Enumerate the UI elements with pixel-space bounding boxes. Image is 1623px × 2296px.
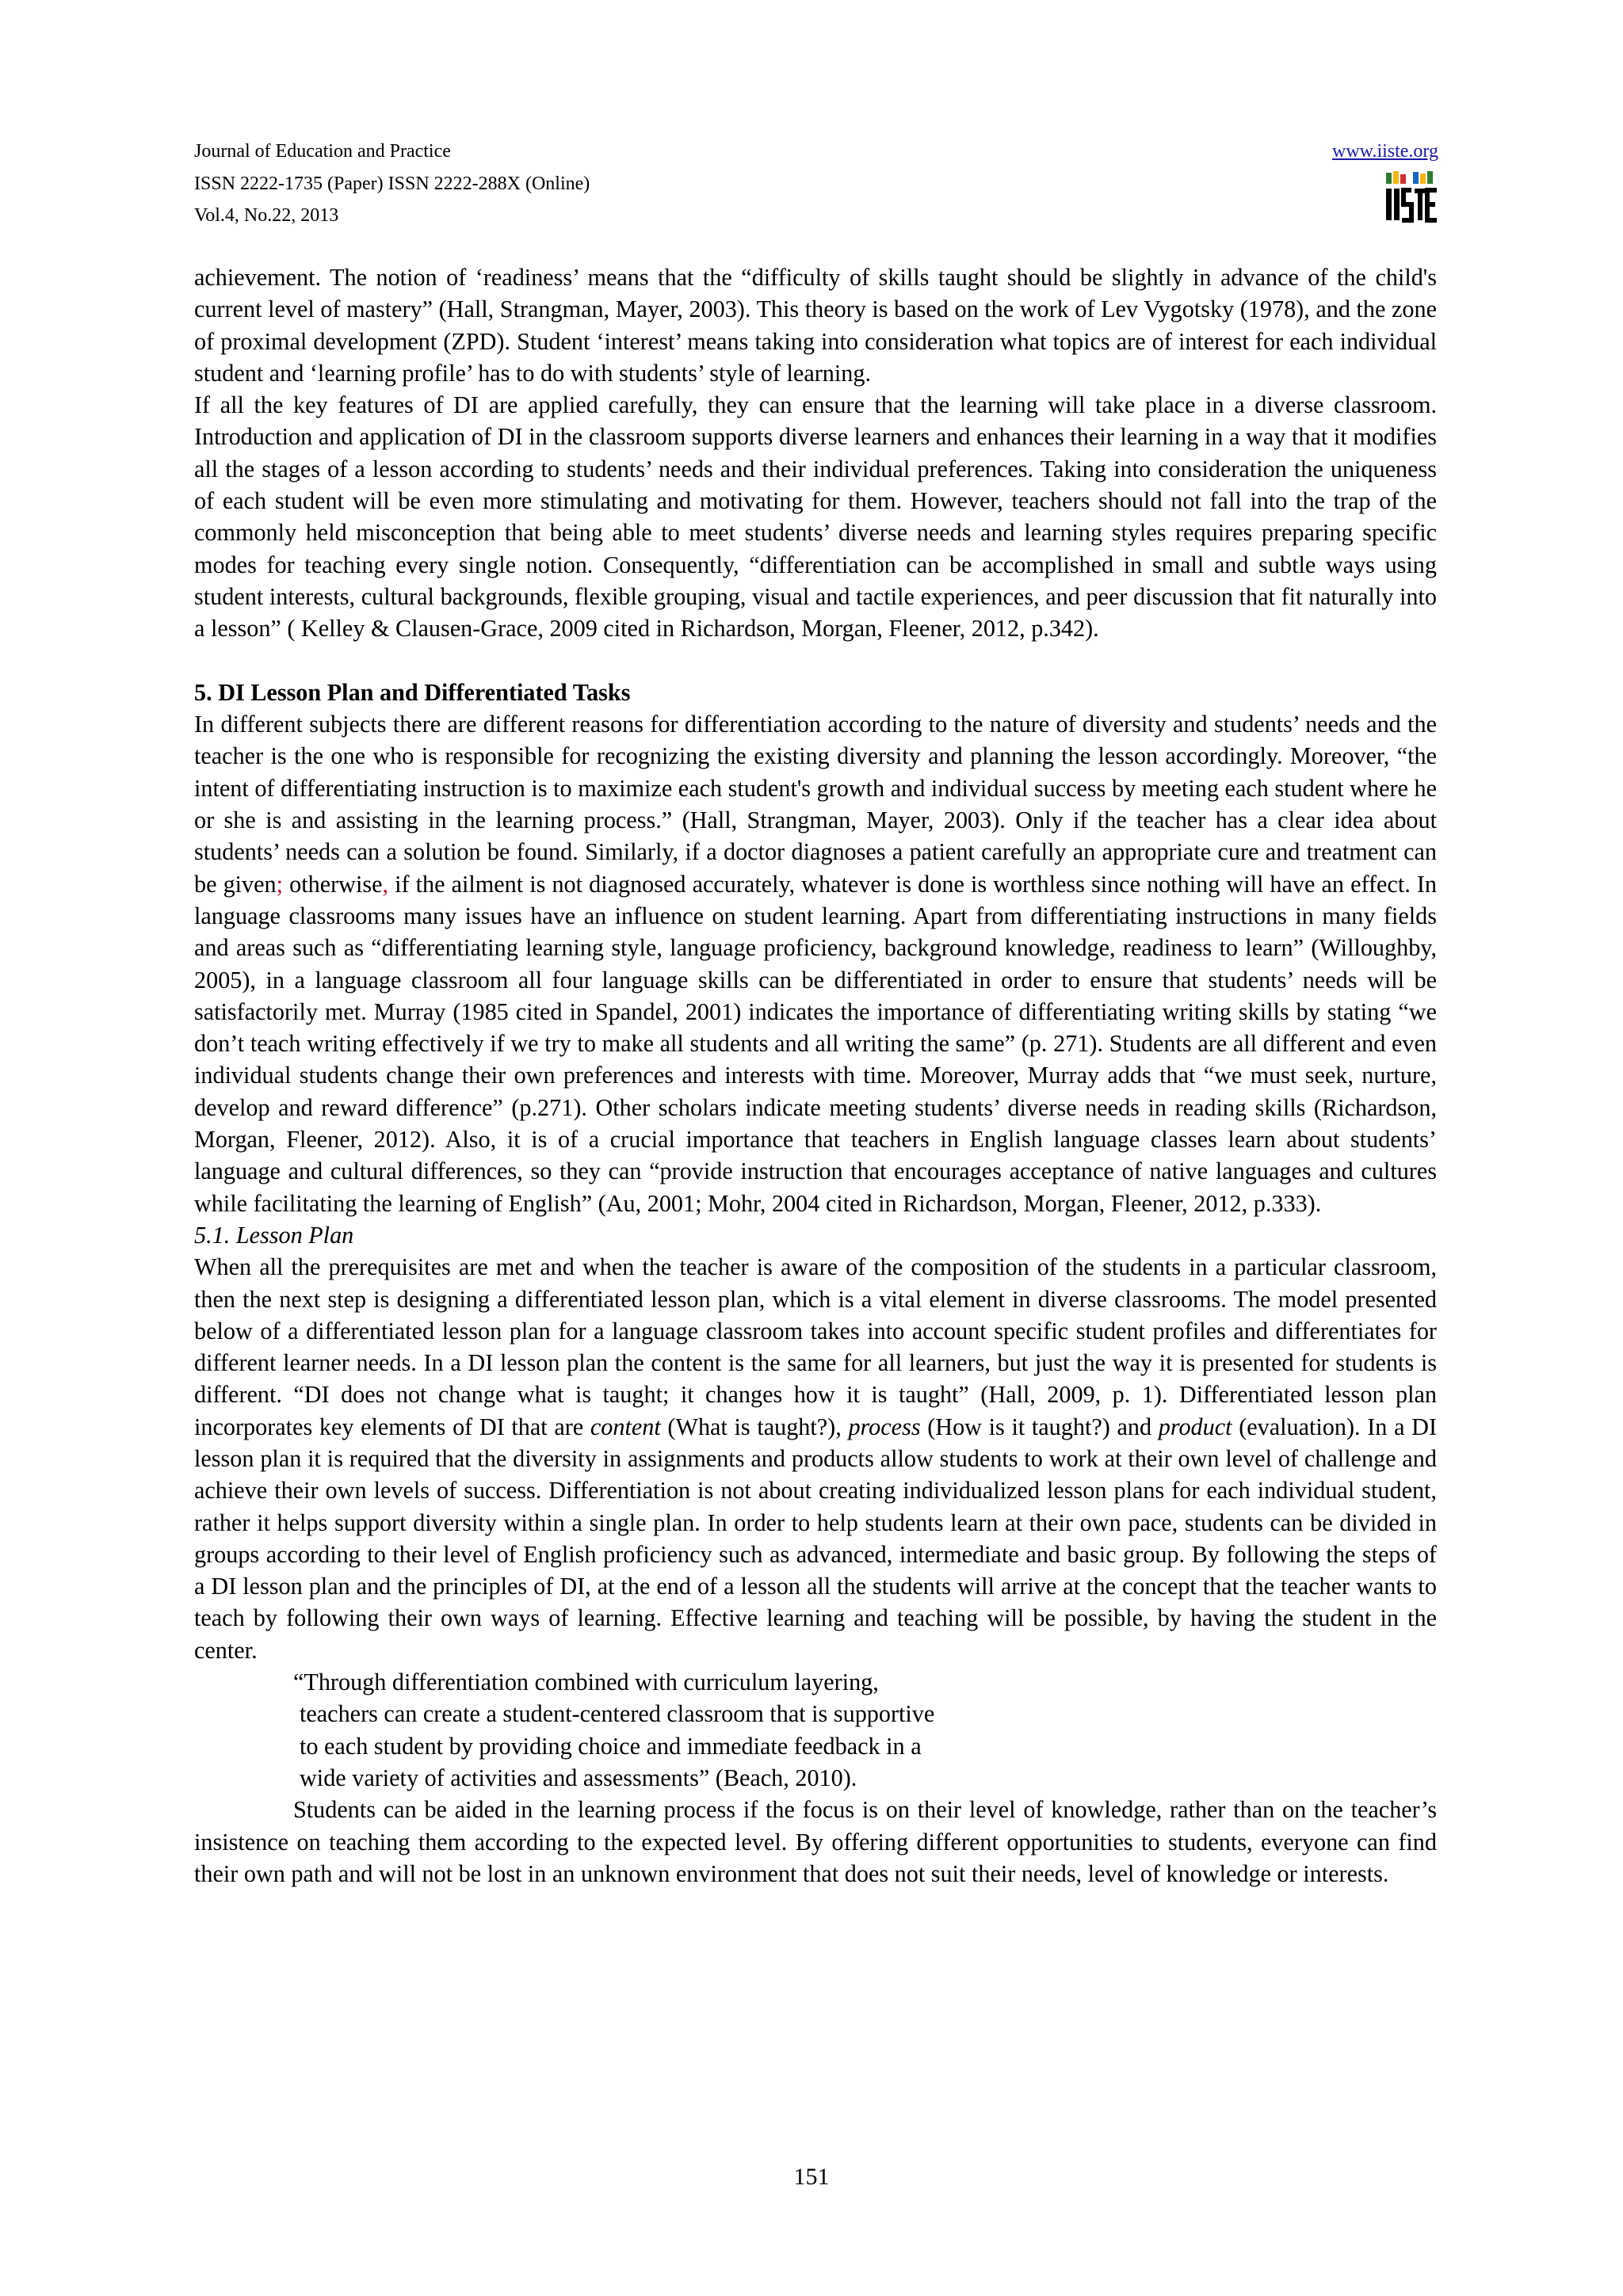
section-spacer bbox=[194, 645, 1437, 677]
section-heading: 5. DI Lesson Plan and Differentiated Tasks bbox=[194, 678, 631, 706]
text-run: (evaluation). In a DI lesson plan it is required that the diversity in assignments and products allow students to work at their own level of challenge and achieve their own levels of success. Differentiation is not about creating individualized lesson plans for each individual student, rather it helps support diversity within a single plan. In order to help students learn at their own pace, students can be divided in groups according to their level of English proficiency such as advanced, intermediate and basic group. By following the steps of a DI lesson plan and the principles of DI, at the end of a lesson all the students will arrive at the concept that the teacher wants to teach by following their own ways of learning. Effective learning and teaching will be possible, by having the student in the center. bbox=[194, 1413, 1437, 1664]
emphasis-product: product bbox=[1158, 1413, 1232, 1440]
text-run: In different subjects there are different reasons for differentiation according to the nature of diversity and students’ needs and the teacher is the one who is responsible for recognizing the existing diversity and planning the lesson accordingly. Moreover, “the intent of differentiating instruction is to maximize each student's growth and individual success by meeting each student where he or she is and assisting in the learning process.” (Hall, Strangman, Mayer, 2003). Only if the teacher has a clear idea about students’ needs can a solution be found. Similarly, if a doctor diagnoses a patient carefully an appropriate cure and treatment can be given bbox=[194, 711, 1437, 898]
text-run: otherwise bbox=[283, 870, 383, 898]
emphasis-process: process bbox=[848, 1413, 921, 1440]
page-header bbox=[194, 135, 1438, 238]
paragraph-conclusion: Students can be aided in the learning process if the focus is on their level of knowledge, rather than on the teacher’s insistence on teaching them according to the expected level. By offering different opportunities to students, everyone can find their own path and will not be lost in an unknown environment that does not suit their needs, level of knowledge or interests. bbox=[194, 1796, 1437, 1887]
quote-line: “Through differentiation combined with curriculum layering, bbox=[293, 1669, 879, 1696]
paragraph-lesson-plan bbox=[194, 1251, 1437, 1666]
iiste-logo-icon bbox=[1384, 170, 1438, 223]
text-run: (How is it taught?) and bbox=[920, 1413, 1159, 1440]
text-run: if the ailment is not diagnosed accurately, whatever is done is worthless since nothing will have an effect. In language classrooms many issues have an influence on student learning. Apart from differentiating instructions in many fields and areas such as “differentiating learning style, language proficiency, background knowledge, readiness to learn” (Willoughby, 2005), in a language classroom all four language skills can be differentiated in order to ensure that students’ needs will be satisfactorily met. Murray (1985 cited in Spandel, 2001) indicates the importance of differentiating writing skills by stating “we don’t teach writing effectively if we try to make all students and all writing the same” (p. 271). Students are all different and even individual students change their own preferences and interests with time. Moreover, Murray adds that “we must seek, nurture, develop and reward difference” (p.271). Other scholars indicate meeting students’ diverse needs in reading skills (Richardson, Morgan, Fleener, 2012). Also, it is of a crucial importance that teachers in English language classes learn about students’ language and cultural differences, so they can “provide instruction that encourages acceptance of native languages and cultures while facilitating the learning of English” (Au, 2001; Mohr, 2004 cited in Richardson, Morgan, Fleener, 2012, p.333). bbox=[194, 870, 1437, 1217]
paragraph-differentiation-reasons bbox=[194, 708, 1437, 1219]
highlighted-punctuation: , bbox=[382, 870, 389, 898]
text-run: (What is taught?), bbox=[660, 1413, 849, 1440]
block-quote bbox=[194, 1666, 1437, 1794]
emphasis-content: content bbox=[590, 1413, 661, 1440]
highlighted-punctuation: ; bbox=[276, 870, 284, 898]
quote-line: teachers can create a student-centered classroom that is supportive bbox=[300, 1700, 935, 1728]
article-body bbox=[194, 261, 1437, 1890]
journal-issn: ISSN 2222-1735 (Paper) ISSN 2222-288X (Online) bbox=[194, 174, 590, 194]
subsection-heading: 5.1. Lesson Plan bbox=[194, 1221, 354, 1249]
text-run: When all the prerequisites are met and when the teacher is aware of the composition of the students in a particular classroom, then the next step is designing a differentiated lesson plan, which is a vital element in diverse classrooms. The model presented below of a differentiated lesson plan for a language classroom takes into account specific student profiles and differentiates for different learner needs. In a DI lesson plan the content is the same for all learners, but just the way it is presented for students is different. “DI does not change what is taught; it changes how it is taught” (Hall, 2009, p. 1). Differentiated lesson plan incorporates key elements of DI that are bbox=[194, 1253, 1437, 1440]
journal-website-link[interactable]: www.iiste.org bbox=[1332, 141, 1438, 162]
quote-line: to each student by providing choice and immediate feedback in a bbox=[300, 1732, 922, 1760]
paragraph-key-features: If all the key features of DI are applied carefully, they can ensure that the learning will take place in a diverse classroom. Introduction and application of DI in the classroom supports diverse learners and enhances their learning in a way that it modifies all the stages of a lesson according to students’ needs and their individual preferences. Taking into consideration the uniqueness of each student will be even more stimulating and motivating for them. However, teachers should not fall into the trap of the commonly held misconception that being able to meet students’ diverse needs and learning styles requires preparing specific modes for teaching every single notion. Consequently, “differentiation can be accomplished in small and subtle ways using student interests, cultural backgrounds, flexible grouping, visual and tactile experiences, and peer discussion that fit naturally into a lesson” ( Kelley & Clausen-Grace, 2009 cited in Richardson, Morgan, Fleener, 2012, p.342). bbox=[194, 391, 1437, 643]
quote-line: wide variety of activities and assessments” (Beach, 2010). bbox=[300, 1764, 857, 1791]
page-number: 151 bbox=[793, 2164, 830, 2190]
journal-volume: Vol.4, No.22, 2013 bbox=[194, 205, 339, 226]
paragraph-readiness: achievement. The notion of ‘readiness’ means that the “difficulty of skills taught should be slightly in advance of the child's current level of mastery” (Hall, Strangman, Mayer, 2003). This theory is based on the work of Lev Vygotsky (1978), and the zone of proximal development (ZPD). Student ‘interest’ means taking into consideration what topics are of interest for each individual student and ‘learning profile’ has to do with students’ style of learning. bbox=[194, 264, 1437, 387]
journal-title: Journal of Education and Practice bbox=[194, 141, 451, 162]
